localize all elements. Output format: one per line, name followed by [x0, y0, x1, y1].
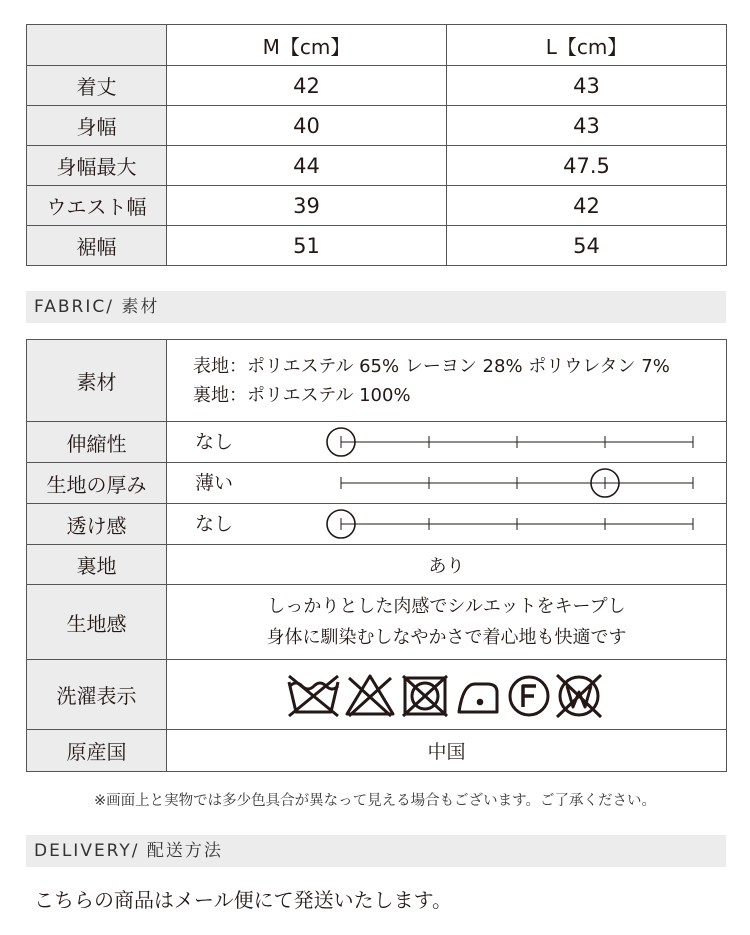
size-l-value: 43	[447, 66, 727, 106]
stretch-label: 伸縮性	[27, 422, 167, 463]
lining-value: あり	[167, 545, 727, 585]
size-header-l: L【cm】	[447, 25, 727, 66]
material-outer: 表地：ポリエステル 65% レーヨン 28% ポリウレタン 7%	[193, 355, 670, 377]
size-m-value: 39	[167, 186, 447, 226]
material-label: 素材	[27, 340, 167, 422]
material-lining: 裏地：ポリエステル 100%	[193, 384, 411, 406]
size-row-label: 裾幅	[27, 226, 167, 266]
feel-line: しっかりとした肉感でシルエットをキープし	[267, 596, 626, 617]
dry-clean-f-icon	[510, 677, 548, 715]
sheerness-cell	[167, 504, 727, 545]
no-wash-icon	[289, 676, 338, 716]
size-l-value: 42	[447, 186, 727, 226]
care-symbols	[287, 670, 607, 720]
origin-label: 原産国	[27, 730, 167, 772]
feel-value	[167, 585, 727, 660]
color-disclaimer-note: ※画面上と実物では多少色具合が異なって見える場合もございます。ご了承ください。	[94, 793, 656, 809]
size-l-value: 43	[447, 106, 727, 146]
stretch-value: なし	[195, 431, 234, 453]
feel-line: 身体に馴染むしなやかさで着心地も快適です	[266, 627, 627, 648]
care-label: 洗濯表示	[27, 660, 167, 730]
fabric-section-header: FABRIC/ 素材	[26, 291, 726, 323]
size-row-label: 着丈	[27, 66, 167, 106]
material-value	[167, 340, 727, 422]
size-m-value: 40	[167, 106, 447, 146]
size-row-label: 身幅最大	[27, 146, 167, 186]
size-header-corner	[27, 25, 167, 66]
size-row-label: 身幅	[27, 106, 167, 146]
thickness-label: 生地の厚み	[27, 463, 167, 504]
sheerness-row	[27, 504, 727, 545]
origin-row	[27, 730, 727, 772]
thickness-value: 薄い	[195, 472, 234, 494]
no-tumble-dry-icon	[403, 676, 447, 716]
origin-value: 中国	[167, 730, 727, 772]
sheerness-scale	[265, 508, 705, 540]
size-row	[27, 186, 727, 226]
care-row	[27, 660, 727, 730]
low-iron-icon	[459, 684, 497, 712]
lining-label: 裏地	[27, 545, 167, 585]
size-header-row	[27, 25, 727, 66]
lining-row	[27, 545, 727, 585]
size-row-label: ウエスト幅	[27, 186, 167, 226]
stretch-row	[27, 422, 727, 463]
size-row	[27, 146, 727, 186]
size-m-value: 42	[167, 66, 447, 106]
material-row	[27, 340, 727, 422]
care-cell	[167, 660, 727, 730]
fabric-table	[26, 339, 727, 772]
size-l-value: 54	[447, 226, 727, 266]
size-table	[26, 24, 727, 266]
stretch-cell	[167, 422, 727, 463]
sheerness-label: 透け感	[27, 504, 167, 545]
thickness-row	[27, 463, 727, 504]
feel-row	[27, 585, 727, 660]
sheerness-value: なし	[195, 513, 234, 535]
no-wet-clean-icon	[557, 675, 601, 717]
feel-label: 生地感	[27, 585, 167, 660]
size-row	[27, 226, 727, 266]
size-l-value: 47.5	[447, 146, 727, 186]
delivery-section-header: DELIVERY/ 配送方法	[26, 835, 726, 867]
delivery-text: こちらの商品はメール便にて発送いたします。	[34, 888, 452, 912]
size-row	[27, 106, 727, 146]
size-row	[27, 66, 727, 106]
no-bleach-icon	[347, 676, 393, 716]
stretch-scale	[265, 426, 705, 458]
thickness-scale	[265, 467, 705, 499]
size-m-value: 44	[167, 146, 447, 186]
size-m-value: 51	[167, 226, 447, 266]
thickness-cell	[167, 463, 727, 504]
size-header-m: M【cm】	[167, 25, 447, 66]
